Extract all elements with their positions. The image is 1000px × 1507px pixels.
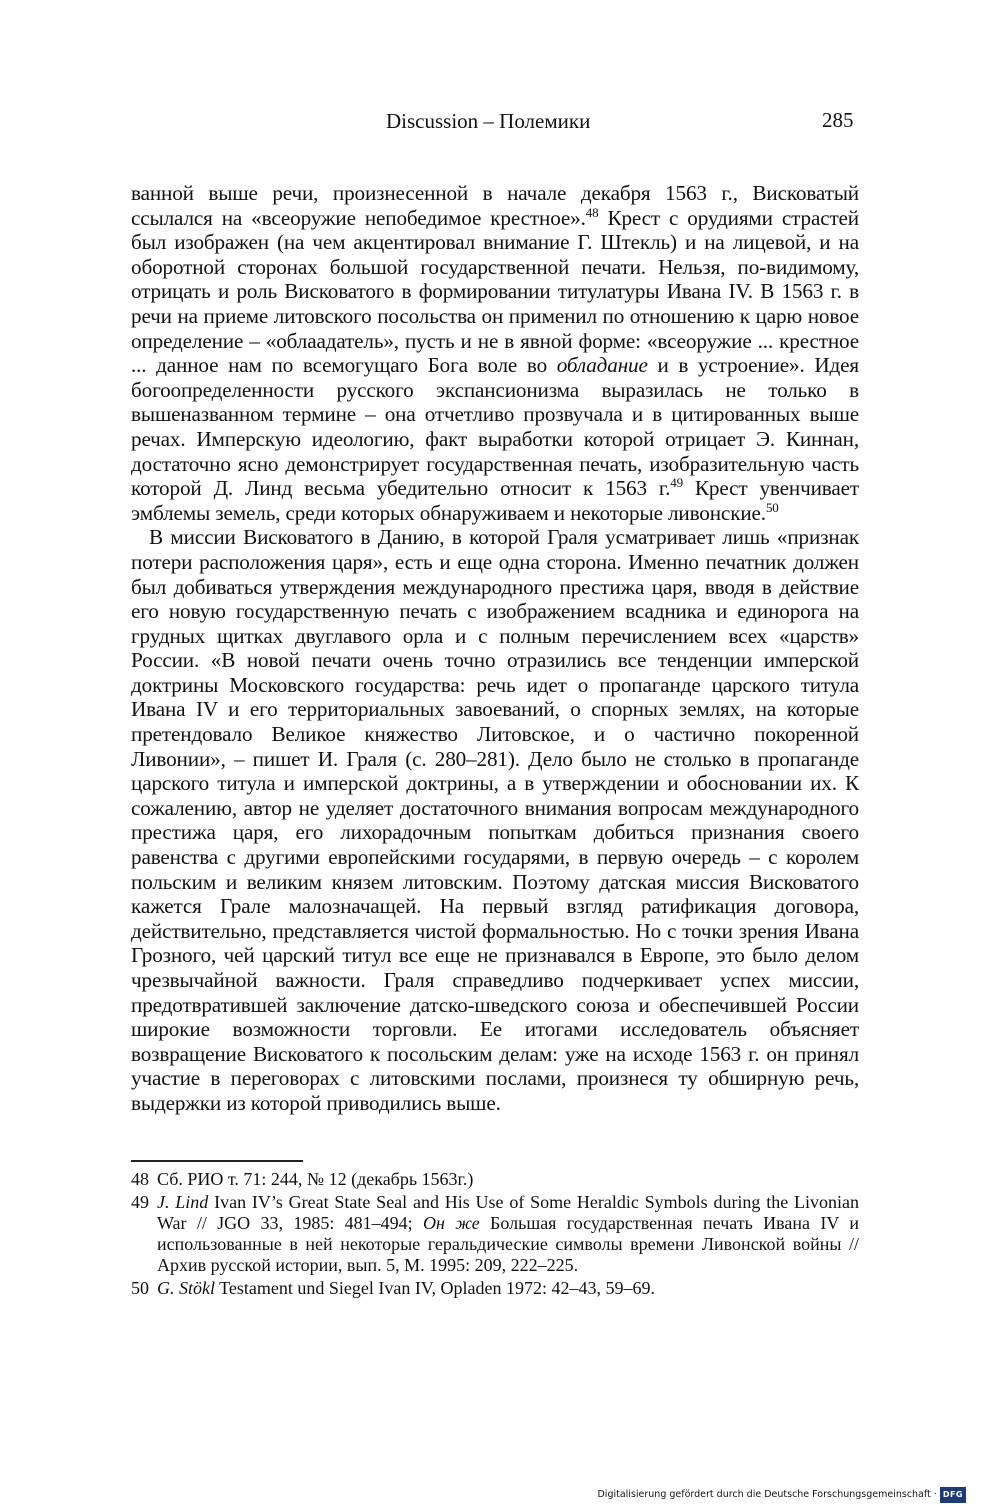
footnote-segment: Ivan IV’s Great State Seal and His Use of Some Heraldic Symbols during the Livonian War // JGO 33, 1985: 481–494; xyxy=(157,1192,859,1233)
footnote-number: 49 xyxy=(131,1192,149,1212)
credit-text: Digitalisierung gefördert durch die Deutsche Forschungsgemeinschaft · xyxy=(597,1489,937,1500)
footnote-text xyxy=(157,1169,859,1190)
footnote-48 xyxy=(131,1169,859,1190)
digitization-credit xyxy=(597,1487,966,1503)
dfg-logo-icon: DFG xyxy=(940,1487,966,1503)
main-text xyxy=(131,181,859,1116)
footnote-number: 48 xyxy=(131,1169,149,1189)
footnote-49 xyxy=(131,1192,859,1276)
footnote-ref-49[interactable]: 49 xyxy=(670,475,683,491)
footnote-number: 50 xyxy=(131,1278,149,1298)
footnote-segment: Большая государственная печать Ивана IV и использованные в ней некоторые геральдические символы времени Ливонской войны // Архив русской истории, вып. 5, М. 1995: 209, 222–225. xyxy=(157,1213,859,1275)
p1-segment: и в устроение». Идея богоопределенности русского экспансионизма выразилась не только в вышеназванном термине – она отчетливо прозвучала и в цитированных выше речах. Имперскую идеологию, факт выработки которой отрицает Э. Киннан, достаточно ясно демонстрирует государственная печать, изобразительную часть которой Д. Линд весьма убедительно относит к 1563 г. xyxy=(131,353,859,501)
footnote-author: Он же xyxy=(422,1213,480,1233)
footnote-segment: Сб. РИО т. 71: 244, № 12 (декабрь 1563г.) xyxy=(157,1169,474,1189)
paragraph-1 xyxy=(131,181,859,525)
footnote-text xyxy=(157,1278,859,1299)
footnote-author: J. Lind xyxy=(157,1192,209,1212)
paragraph-2: В миссии Висковатого в Данию, в которой Граля усматривает лишь «признак потери расположения царя», есть и еще одна сторона. Именно печатник должен был добиваться утверждения международного престижа царя, вводя в действие его новую государственную печать с изображением всадника и единорога на грудных щитках двуглавого орла и с полным перечислением всех «царств» России. «В новой печати очень точно отразились все тенденции имперской доктрины Московского государства: речь идет о пропаганде царского титула Ивана IV и его территориальных завоеваний, о спорных землях, на которые претендовало Великое княжество Литовское, и о частично покоренной Ливонии», – пишет И. Граля (с. 280–281). Дело было не столько в пропаганде царского титула и имперской доктрины, а в утверждении и обосновании их. К сожалению, автор не уделяет достаточного внимания вопросам международного престижа царя, его лихорадочным попыткам добиться признания своего равенства с другими европейскими государями, в первую очередь – с королем польским и великим князем литовским. Поэтому датская миссия Висковатого кажется Грале малозначащей. На первый взгляд ратификация договора, действительно, представляется чистой формальностью. Но с точки зрения Ивана Грозного, чей царский титул все еще не признавался в Европе, это было делом чрезвычайной важности. Граля справедливо подчеркивает успех миссии, предотвратившей заключение датско-шведского союза и обеспечившей России широкие возможности торговли. Ее итогами исследователь объясняет возвращение Висковатого к посольским делам: уже на исходе 1563 г. он принял участие в переговорах с литовскими послами, произнеся ту обширную речь, выдержки из которой приводились выше. xyxy=(131,525,859,1115)
footnote-50 xyxy=(131,1278,859,1299)
footnote-author: G. Stökl xyxy=(157,1278,215,1298)
footnote-segment: Testament und Siegel Ivan IV, Opladen 1972: 42–43, 59–69. xyxy=(215,1278,656,1298)
footnote-text xyxy=(157,1192,859,1276)
footnote-ref-50[interactable]: 50 xyxy=(765,499,779,515)
footnote-ref-48[interactable]: 48 xyxy=(585,204,599,220)
page-number: 285 xyxy=(822,108,854,132)
p1-segment: Крест с орудиями страстей был изображен (на чем акцентировал внимание Г. Штекль) и на лицевой, и на оборотной сторонах большой государственной печати. Нельзя, по-видимому, отрицать и роль Висковатого в формировании титулатуры Ивана IV. В 1563 г. в речи на приеме литовского посольства он применил по отношению к царю новое определение – «облаадатель», пусть и не в явной форме: «всеоружие ... крестное ... данное нам по всемогущаго Бога воле во xyxy=(131,205,859,378)
footnote-separator xyxy=(131,1160,303,1162)
p1-segment: ванной выше речи, произнесенной в начале декабря 1563 г., Висковатый ссылался на «всеоружие непобедимое крестное». xyxy=(131,181,859,230)
p1-segment: Крест увенчивает эмблемы земель, среди которых обнаруживаем и некоторые ливонские. xyxy=(131,476,859,525)
p1-emphasis: обладание xyxy=(556,353,648,378)
running-head: Discussion – Полемики xyxy=(386,109,591,133)
footnotes xyxy=(131,1169,859,1301)
